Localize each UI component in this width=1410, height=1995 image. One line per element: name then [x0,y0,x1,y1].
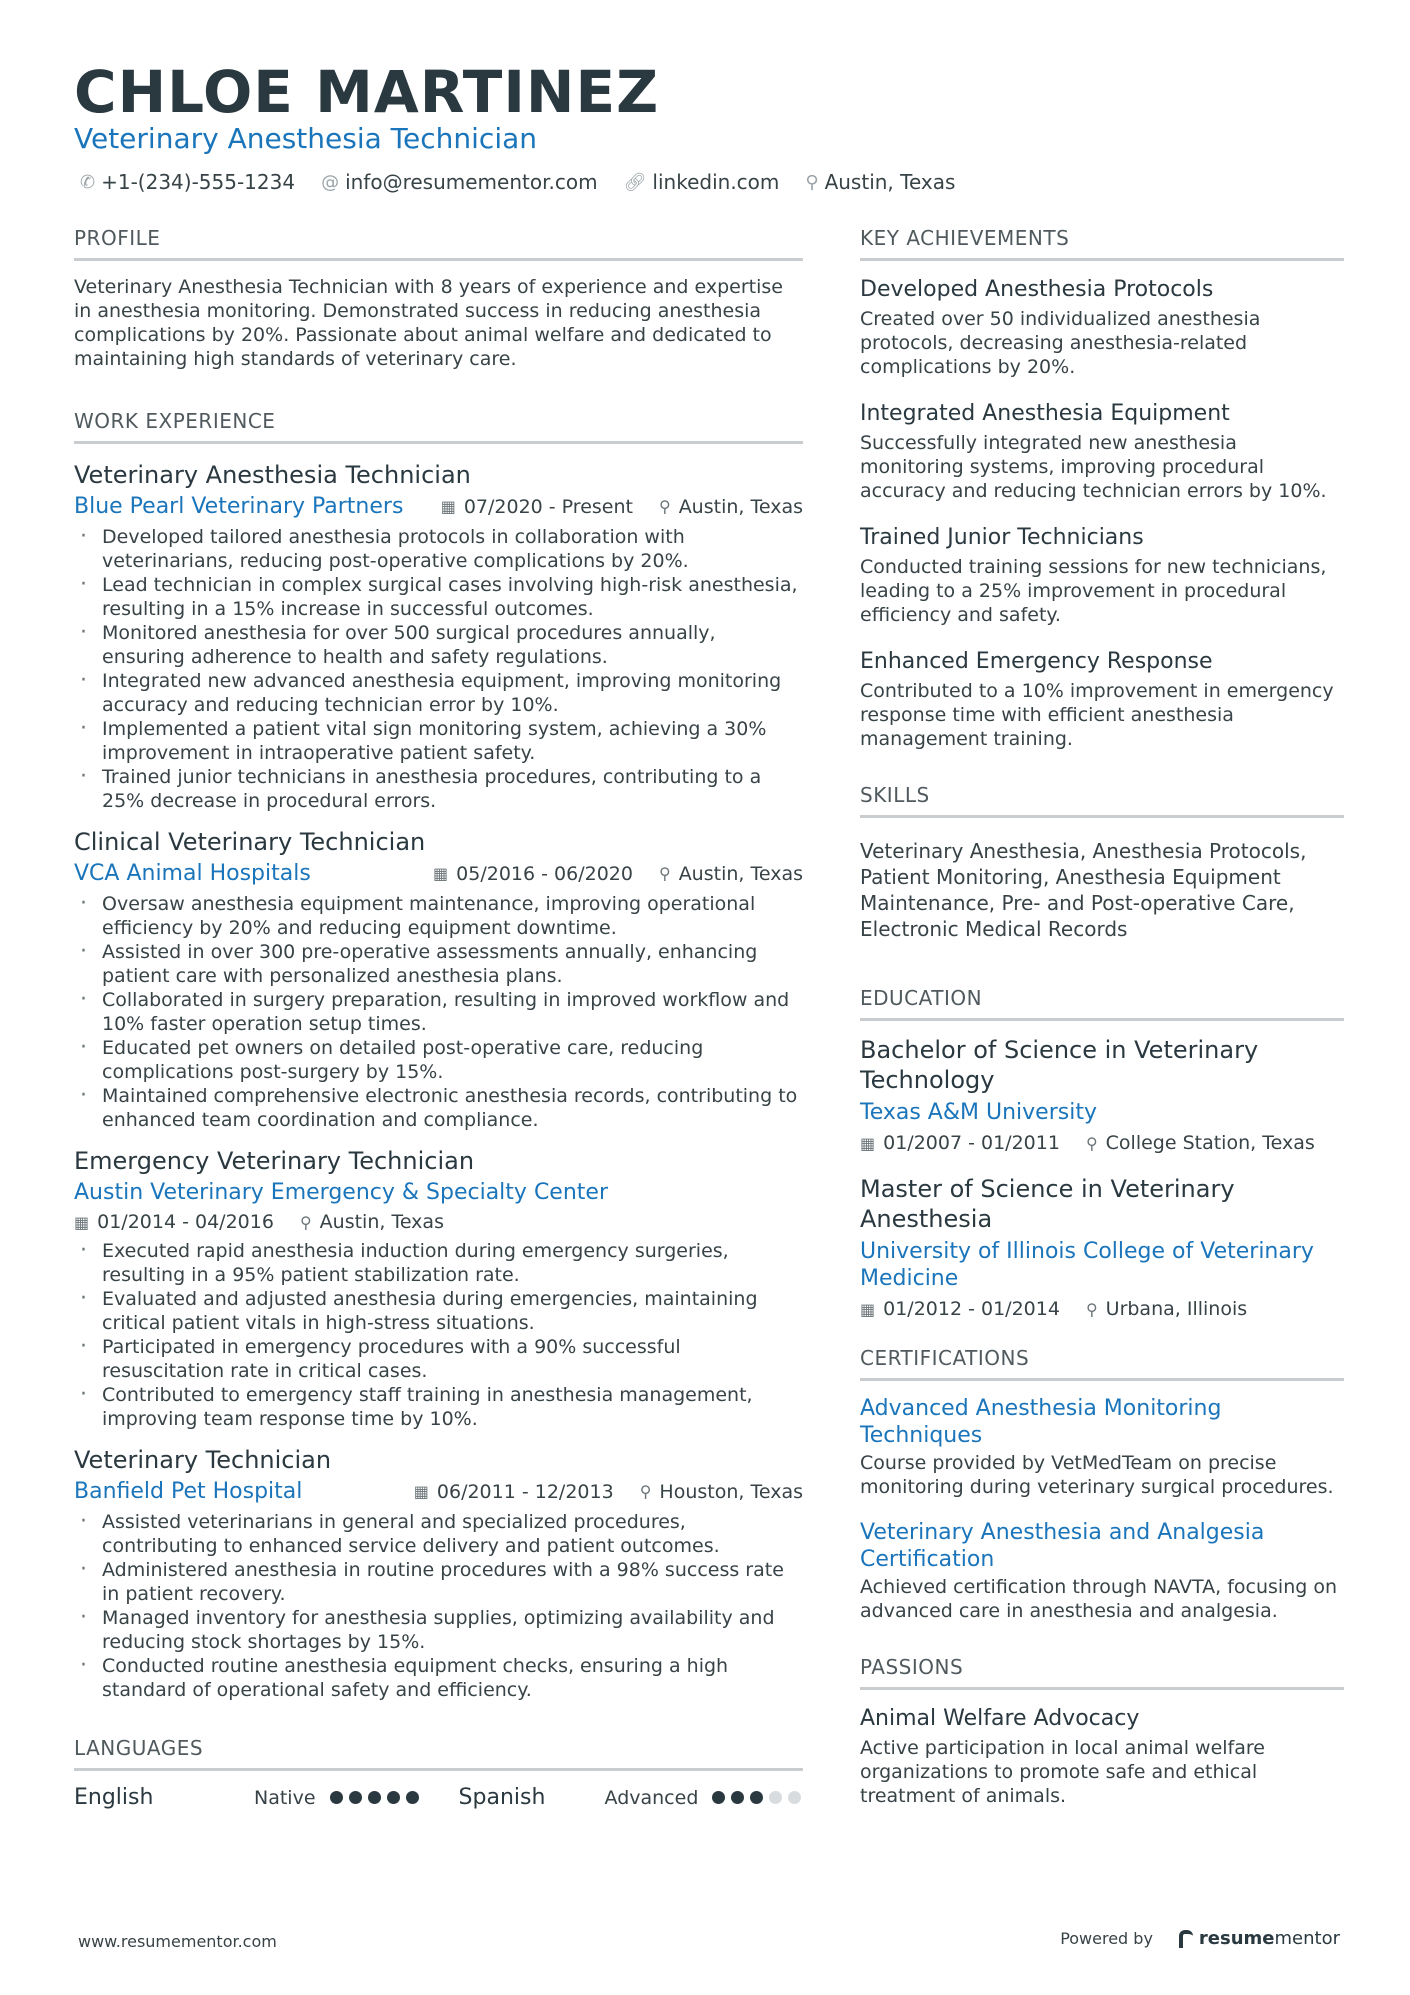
school-name: Texas A&M University [860,1100,1097,1125]
language-name: English [74,1785,154,1810]
footer-powered [1060,1928,1340,1949]
dates-text: 07/2020 - Present [463,495,633,518]
achievement-item [860,647,1344,751]
bullet-item: · Managed inventory for anesthesia supplies, optimizing availability and reducing stock shortages by 15%. [74,1606,803,1654]
bullet-item: · Monitored anesthesia for over 500 surgical procedures annually, ensuring adherence to health and safety regulations. [74,621,803,669]
job-title: Veterinary Technician [74,1446,332,1474]
location-pin-icon: ⚲ [639,1482,652,1501]
rating-dot-filled [368,1791,381,1804]
achievement-item [860,399,1344,503]
company-name: VCA Animal Hospitals [74,861,311,886]
job-dates [433,863,633,885]
job-location [640,1481,803,1503]
candidate-name: CHLOE MARTINEZ [74,58,660,126]
job-bullets [74,1510,803,1702]
company-name: Banfield Pet Hospital [74,1479,303,1504]
job-meta-row [74,861,803,886]
rating-dot-empty [788,1791,801,1804]
job-meta [441,496,803,518]
achievement-title: Integrated Anesthesia Equipment [860,401,1230,426]
email-text: info@resumementor.com [345,170,598,194]
education-meta [860,1132,1344,1154]
location-text: Urbana, Illinois [1105,1298,1248,1320]
job-entry [74,1445,803,1702]
job-entry [74,827,803,1132]
linkedin-text: linkedin.com [652,170,780,194]
calendar-icon: ▦ [413,1482,429,1501]
achievement-title: Developed Anesthesia Protocols [860,277,1214,302]
bullet-item: · Participated in emergency procedures with a 90% successful resuscitation rate in critical cases. [74,1335,803,1383]
achievement-title: Enhanced Emergency Response [860,649,1213,674]
bullet-item: · Collaborated in surgery preparation, resulting in improved workflow and 10% faster operation setup times. [74,988,803,1036]
bullet-item: · Assisted veterinarians in general and specialized procedures, contributing to enhanced service delivery and patient outcomes. [74,1510,803,1558]
job-title: Veterinary Anesthesia Technician [74,461,471,489]
rating-dot-filled [387,1791,400,1804]
education-item [860,1174,1344,1320]
brand-name [1199,1928,1340,1949]
job-bullets [74,525,803,813]
location-pin-icon: ⚲ [805,171,819,193]
rating-dot-filled [349,1791,362,1804]
bullet-item: · Maintained comprehensive electronic anesthesia records, contributing to enhanced team coordination and compliance. [74,1084,803,1132]
job-entry [74,460,803,813]
language-level: Native [254,1786,316,1809]
calendar-icon: ▦ [860,1299,876,1319]
section-heading: WORK EXPERIENCE [74,409,803,444]
key-achievements-section [860,226,1344,751]
job-meta-row [74,494,803,519]
school-name: University of Illinois College of Veterinary Medicine [860,1239,1314,1291]
contact-location [805,170,955,194]
certification-title: Advanced Anesthesia Monitoring Techniques [860,1396,1222,1448]
languages-section [74,1736,803,1810]
calendar-icon: ▦ [440,497,456,516]
job-bullets [74,1239,803,1431]
contact-phone[interactable] [80,170,295,194]
bullet-item: · Oversaw anesthesia equipment maintenance, improving operational efficiency by 20% and reducing equipment downtime. [74,892,803,940]
section-heading: EDUCATION [860,986,1344,1021]
calendar-icon: ▦ [74,1212,90,1232]
at-icon: @ [321,171,340,193]
candidate-title: Veterinary Anesthesia Technician [74,122,537,155]
location-text: Austin, Texas [678,862,803,885]
phone-text: +1-(234)-555-1234 [101,170,296,194]
location-text: Austin, Texas [824,170,956,194]
rating-dot-empty [769,1791,782,1804]
certification-title: Veterinary Anesthesia and Analgesia Certification [860,1520,1265,1572]
bullet-item: · Developed tailored anesthesia protocols in collaboration with veterinarians, reducing post-operative complications by 20%. [74,525,803,573]
skills-section [860,783,1344,942]
certification-desc: Course provided by VetMedTeam on precise monitoring during veterinary surgical procedures. [860,1452,1334,1498]
bullet-item: · Educated pet owners on detailed post-operative care, reducing complications post-surgery by 15%. [74,1036,803,1084]
certifications-section [860,1346,1344,1623]
rating-dot-filled [330,1791,343,1804]
rating-dot-filled [712,1791,725,1804]
bullet-item: · Executed rapid anesthesia induction during emergency surgeries, resulting in a 95% patient stabilization rate. [74,1239,803,1287]
achievement-item [860,523,1344,627]
right-column [860,226,1344,1828]
job-title: Emergency Veterinary Technician [74,1147,475,1175]
bullet-item: · Contributed to emergency staff training in anesthesia management, improving team response time by 10%. [74,1383,803,1431]
job-entry [74,1146,803,1431]
company-name: Blue Pearl Veterinary Partners [74,494,404,519]
bullet-item: · Evaluated and adjusted anesthesia during emergencies, maintaining critical patient vitals in high-stress situations. [74,1287,803,1335]
languages-row [74,1785,803,1810]
contact-bar [80,170,955,194]
certification-item [860,1395,1344,1499]
bullet-item: · Lead technician in complex surgical cases involving high-risk anesthesia, resulting in a 15% increase in successful outcomes. [74,573,803,621]
bullet-item: · Implemented a patient vital sign monitoring system, achieving a 30% improvement in intraoperative patient safety. [74,717,803,765]
job-meta [74,1211,803,1233]
degree-title: Bachelor of Science in Veterinary Technology [860,1036,1259,1094]
skills-text: Veterinary Anesthesia, Anesthesia Protocols, Patient Monitoring, Anesthesia Equipment Maintenance, Pre- and Post-operative Care, Electronic Medical Records [860,839,1307,941]
work-experience-section [74,409,803,1702]
job-meta-row [74,1479,803,1504]
language-level: Advanced [604,1786,699,1809]
dates-text: 01/2014 - 04/2016 [97,1211,274,1233]
certification-desc: Achieved certification through NAVTA, focusing on advanced care in anesthesia and analgesia. [860,1576,1338,1622]
achievement-desc: Successfully integrated new anesthesia monitoring systems, improving procedural accuracy and reducing technician errors by 10%. [860,432,1327,502]
location-pin-icon: ⚲ [1085,1133,1098,1153]
dates-text: 01/2007 - 01/2011 [883,1132,1060,1154]
passion-title: Animal Welfare Advocacy [860,1706,1140,1731]
location-text: Austin, Texas [678,495,803,518]
section-heading: LANGUAGES [74,1736,803,1771]
profile-text: Veterinary Anesthesia Technician with 8 years of experience and expertise in anesthesia monitoring. Demonstrated success in reducing anesthesia complications by 20%. Passionate about animal welfare and dedicated to maintaining high standards of veterinary care. [74,276,783,370]
achievement-item [860,275,1344,379]
bullet-item: · Assisted in over 300 pre-operative assessments annually, enhancing patient care with personalized anesthesia plans. [74,940,803,988]
rating-dot-filled [731,1791,744,1804]
education-dates [860,1298,1060,1320]
bullet-item: · Conducted routine anesthesia equipment checks, ensuring a high standard of operational safety and efficiency. [74,1654,803,1702]
education-meta [860,1298,1344,1320]
rating-dot-filled [406,1791,419,1804]
footer-website[interactable]: www.resumementor.com [78,1932,277,1951]
achievement-desc: Created over 50 individualized anesthesia protocols, decreasing anesthesia-related complications by 20%. [860,308,1261,378]
location-pin-icon: ⚲ [1085,1299,1098,1319]
job-dates [414,1481,614,1503]
job-title: Clinical Veterinary Technician [74,828,426,856]
job-meta [433,863,803,885]
resumementor-logo-icon [1179,1930,1193,1948]
location-pin-icon: ⚲ [658,497,671,516]
bullet-item: · Trained junior technicians in anesthesia procedures, contributing to a 25% decrease in procedural errors. [74,765,803,813]
job-location [659,863,803,885]
section-heading: PROFILE [74,226,803,261]
section-heading: SKILLS [860,783,1344,818]
left-column [74,226,803,1810]
achievement-desc: Conducted training sessions for new technicians, leading to a 25% improvement in procedural efficiency and safety. [860,556,1327,626]
education-section [860,986,1344,1320]
phone-icon: ✆ [80,171,96,193]
passion-desc: Active participation in local animal welfare organizations to promote safe and ethical treatment of animals. [860,1737,1265,1807]
job-dates [74,1211,274,1233]
contact-email[interactable] [321,170,597,194]
dates-text: 05/2016 - 06/2020 [456,862,633,885]
location-text: College Station, Texas [1105,1132,1315,1154]
calendar-icon: ▦ [860,1133,876,1153]
dates-text: 06/2011 - 12/2013 [436,1480,614,1503]
section-heading: CERTIFICATIONS [860,1346,1344,1381]
language-rating [330,1791,419,1804]
achievement-desc: Contributed to a 10% improvement in emergency response time with efficient anesthesia management training. [860,680,1334,750]
location-pin-icon: ⚲ [658,864,671,883]
education-location [1086,1298,1247,1320]
company-name: Austin Veterinary Emergency & Specialty Center [74,1180,608,1205]
section-heading: KEY ACHIEVEMENTS [860,226,1344,261]
achievement-title: Trained Junior Technicians [860,525,1144,550]
location-pin-icon: ⚲ [299,1212,312,1232]
job-bullets [74,892,803,1132]
location-text: Austin, Texas [319,1211,444,1233]
contact-linkedin[interactable] [624,170,780,194]
brand-rest: mentor [1274,1928,1340,1949]
education-location [1086,1132,1315,1154]
degree-title: Master of Science in Veterinary Anesthesia [860,1175,1235,1233]
job-location [659,496,803,518]
job-meta [414,1481,803,1503]
rating-dot-filled [750,1791,763,1804]
link-icon: 🔗︎ [623,171,647,193]
education-dates [860,1132,1060,1154]
brand-logo[interactable] [1179,1928,1340,1949]
brand-bold: resume [1198,1928,1275,1949]
job-location [300,1211,444,1233]
bullet-item: · Administered anesthesia in routine procedures with a 98% success rate in patient recovery. [74,1558,803,1606]
profile-section [74,226,803,371]
location-text: Houston, Texas [659,1480,803,1503]
job-dates [441,496,633,518]
passions-section [860,1655,1344,1808]
language-name: Spanish [458,1785,546,1810]
dates-text: 01/2012 - 01/2014 [883,1298,1060,1320]
calendar-icon: ▦ [433,864,449,883]
language-rating [712,1791,801,1804]
passion-item [860,1704,1344,1808]
section-heading: PASSIONS [860,1655,1344,1690]
powered-by-label: Powered by [1060,1929,1153,1948]
education-item [860,1035,1344,1154]
certification-item [860,1519,1344,1623]
bullet-item: · Integrated new advanced anesthesia equipment, improving monitoring accuracy and reducing technician error by 10%. [74,669,803,717]
